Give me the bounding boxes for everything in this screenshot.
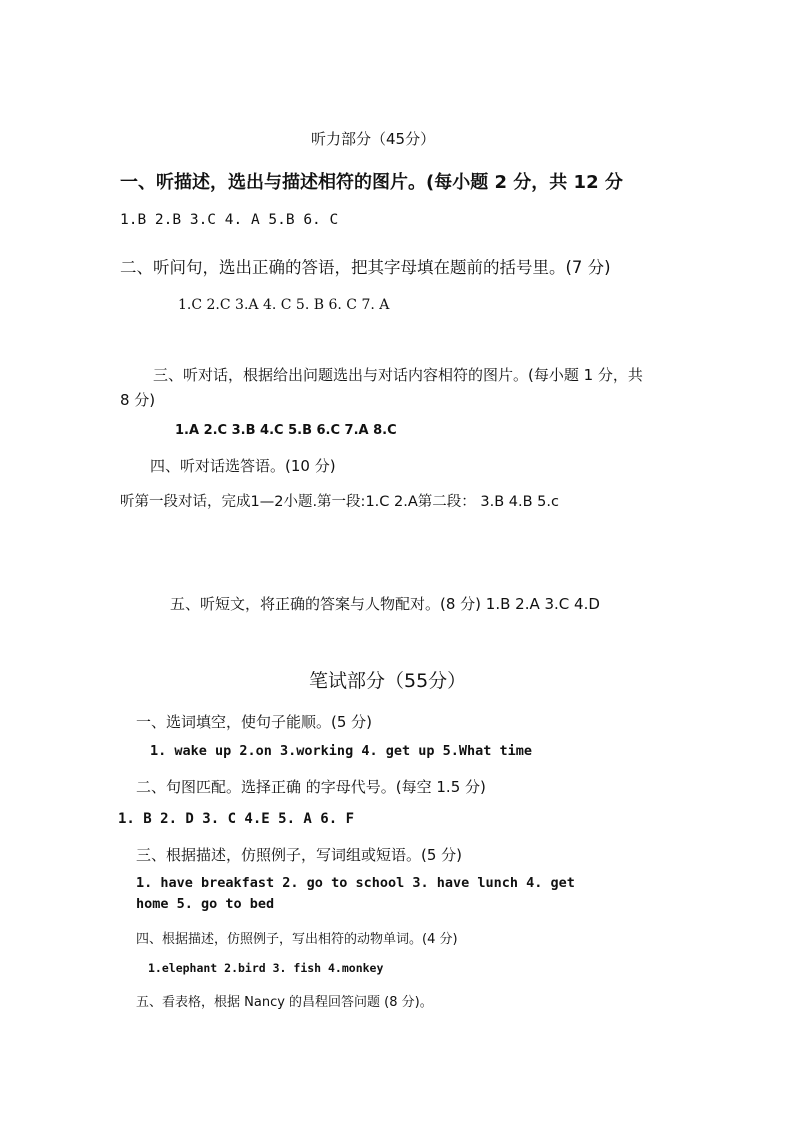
listening-section-1-answers: 1.B 2.B 3.C 4. A 5.B 6. C xyxy=(120,212,339,228)
listening-section-4-answers: 听第一段对话，完成1—2小题.第一段:1.C 2.A第二段： 3.B 4.B 5.c xyxy=(120,494,559,510)
listening-section-3-heading-line1: 三、听对话，根据给出问题选出与对话内容相符的图片。(每小题 1 分，共 xyxy=(153,366,643,384)
listening-section-2-heading: 二、听问句，选出正确的答语，把其字母填在题前的括号里。(7 分) xyxy=(120,258,611,277)
writing-section-5-heading: 五、看表格，根据 Nancy 的昌程回答问题 (8 分)。 xyxy=(136,995,433,1010)
writing-section-3-answers-line1: 1. have breakfast 2. go to school 3. have lunch 4. get xyxy=(136,875,575,891)
listening-section-3-heading-line2: 8 分) xyxy=(120,391,156,409)
writing-section-4-heading: 四、根据描述，仿照例子，写出相符的动物单词。(4 分) xyxy=(136,932,458,947)
listening-title: 听力部分（45分） xyxy=(311,130,436,148)
writing-section-2-answers: 1. B 2. D 3. C 4.E 5. A 6. F xyxy=(118,811,355,827)
writing-section-2-heading: 二、句图匹配。选择正确 的字母代号。(每空 1.5 分) xyxy=(136,778,486,796)
writing-section-1-answers: 1. wake up 2.on 3.working 4. get up 5.What time xyxy=(150,743,533,759)
writing-section-4-answers: 1.elephant 2.bird 3. fish 4.monkey xyxy=(148,961,384,975)
writing-section-3-answers-line2: home 5. go to bed xyxy=(136,896,275,912)
listening-section-4-heading: 四、听对话选答语。(10 分) xyxy=(150,457,336,475)
writing-section-1-heading: 一、选词填空，使句子能顺。(5 分) xyxy=(136,713,373,731)
listening-section-5-line: 五、听短文，将正确的答案与人物配对。(8 分) 1.B 2.A 3.C 4.D xyxy=(170,595,600,613)
writing-section-3-heading: 三、根据描述，仿照例子，写词组或短语。(5 分) xyxy=(136,846,463,864)
listening-section-3-answers: 1.A 2.C 3.B 4.C 5.B 6.C 7.A 8.C xyxy=(175,423,397,438)
listening-section-1-heading: 一、听描述，选出与描述相符的图片。(每小题 2 分，共 12 分 xyxy=(120,172,623,193)
writing-title: 笔试部分（55分） xyxy=(309,670,467,692)
listening-section-2-answers: 1.C 2.C 3.A 4. C 5. B 6. C 7. A xyxy=(178,297,390,313)
